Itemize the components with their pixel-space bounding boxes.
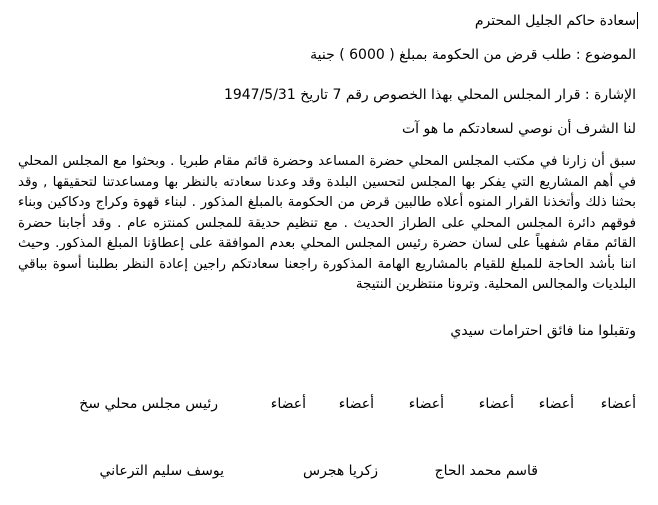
member-label: أعضاء [270,396,306,412]
intro-line: لنا الشرف أن نوصي لسعادتكم ما هو آت [401,121,636,137]
signature-titles-row [20,395,636,415]
signatory-name: يوسف سليم الترعاني [99,463,224,479]
member-label: أعضاء [538,396,574,412]
member-label: أعضاء [478,396,514,412]
signatory-name: زكريا هجرس [303,463,378,479]
subject-line: الموضوع : طلب قرض من الحكومة بمبلغ ( 6000 ) جنية [310,47,636,63]
closing-line: وتقبلوا منا فائق احترامات سيدي [450,323,636,339]
text-cursor [637,12,638,29]
member-label: أعضاء [408,396,444,412]
council-head-title: رئيس مجلس محلي سخ [79,396,218,412]
reference-line: الإشارة : قرار المجلس المحلي بهذا الخصوص رقم 7 تاريخ 1947/5/31 [223,87,636,103]
salutation: سعادة حاكم الجليل المحترم [474,13,636,29]
signature-names-row [20,462,636,482]
signatory-name: قاسم محمد الحاج [434,463,538,479]
member-label: أعضاء [600,396,636,412]
letter-body: سبق أن زارنا في مكتب المجلس المحلي حضرة المساعد وحضرة قائم مقام طبريا . وبحثوا مع المجلس المحلي في أهم المشاريع التي يفكر بها المجلس لتحسين البلدة وقد وعدنا سعادته بالنظر بها ومساعدتنا لتحقيقها , وقد بحثنا ذلك وأتخذنا القرار المنوه أعلاه طالبين قرض من الحكومة بالمبلغ المذكور . لبناء قهوة وكراج ودكاكين وبناء فوقهم دائرة المجلس المحلي على الطراز الحديث . مع تنظيم حديقة للمجلس كمنتزه عام . وقد أجابنا حضرة القائم مقام شفهياً على لسان حضرة رئيس المجلس المحلي بعدم الموافقة على إعطاؤنا المبلغ المذكور. وحيث اننا بأشد الحاجة للمبلغ للقيام بالمشاريع الهامة المذكورة راجعنا سعادتكم راجين إعادة النظر بطلبنا أسوة بباقي البلديات والمجالس المحلية. وترونا منتظرين النتيجة [18,154,636,292]
member-label: أعضاء [338,396,374,412]
